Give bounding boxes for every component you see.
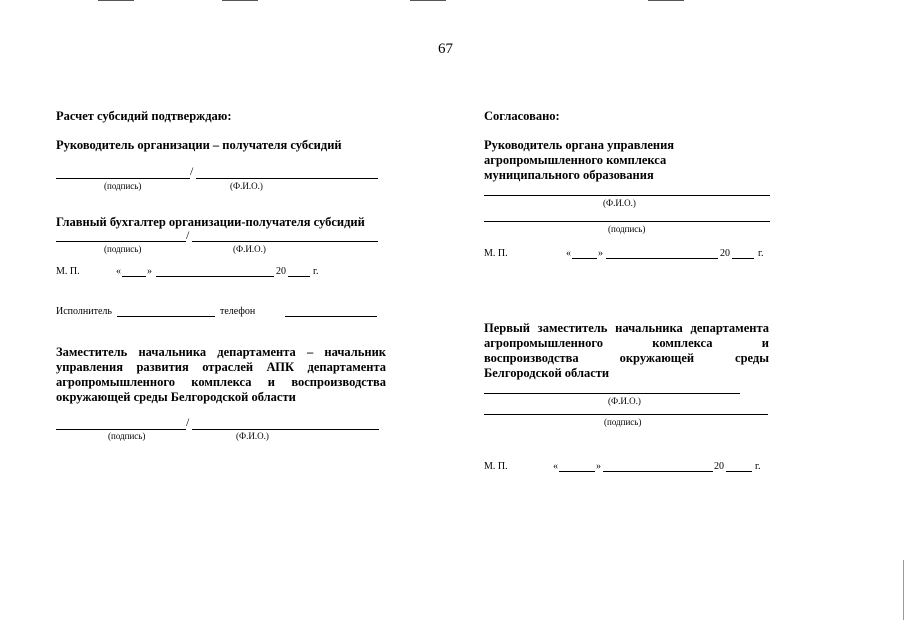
- day-line: [559, 471, 595, 472]
- phone-label: телефон: [220, 306, 256, 317]
- year-prefix: 20: [276, 266, 286, 277]
- municipal-title-line-1: Руководитель органа управления: [484, 138, 675, 152]
- confirm-heading: Расчет субсидий подтверждаю:: [56, 109, 232, 123]
- year-prefix: 20: [720, 248, 730, 259]
- executor-line: [117, 316, 215, 317]
- page-number: 67: [438, 41, 453, 57]
- chief-accountant-title: Главный бухгалтер организации-получателя субсидий: [56, 215, 365, 229]
- scan-mark: [903, 560, 904, 620]
- day-line: [572, 258, 597, 259]
- date-open-quote: «: [566, 248, 571, 259]
- date-open-quote: «: [553, 461, 558, 472]
- year-prefix: 20: [714, 461, 724, 472]
- scan-mark: [648, 0, 684, 1]
- municipal-title-line-3: муниципального образования: [484, 168, 654, 182]
- date-open-quote: «: [116, 266, 121, 277]
- signature-caption: (подпись): [104, 244, 142, 254]
- signature-line: [484, 221, 770, 222]
- year-line: [726, 471, 752, 472]
- head-org-title: Руководитель организации – получателя субсидий: [56, 138, 342, 152]
- date-close-quote: »: [598, 248, 603, 259]
- stamp-mp: М. П.: [484, 461, 508, 472]
- month-line: [603, 471, 713, 472]
- year-line: [288, 276, 310, 277]
- month-line: [606, 258, 718, 259]
- first-deputy-title: Первый заместитель начальника департамента агропромышленного комплекса и воспроизводства окружающей среды Белгородской области: [484, 321, 769, 380]
- scan-mark: [98, 0, 134, 1]
- date-close-quote: »: [596, 461, 601, 472]
- month-line: [156, 276, 274, 277]
- name-caption: (Ф.И.О.): [603, 198, 636, 208]
- name-caption: (Ф.И.О.): [230, 181, 263, 191]
- name-line: [196, 178, 378, 179]
- separator-slash: /: [186, 228, 190, 242]
- date-close-quote: »: [147, 266, 152, 277]
- name-caption: (Ф.И.О.): [236, 431, 269, 441]
- day-line: [122, 276, 146, 277]
- executor-label: Исполнитель: [56, 306, 112, 317]
- stamp-mp: М. П.: [484, 248, 508, 259]
- municipal-title-line-2: агропромышленного комплекса: [484, 153, 667, 167]
- agreed-heading: Согласовано:: [484, 109, 560, 123]
- separator-slash: /: [190, 164, 194, 178]
- stamp-mp: М. П.: [56, 266, 80, 277]
- signature-line: [56, 241, 186, 242]
- phone-line: [285, 316, 377, 317]
- signature-line: [56, 178, 190, 179]
- separator-slash: /: [186, 415, 190, 429]
- name-line: [192, 241, 378, 242]
- name-caption: (Ф.И.О.): [608, 396, 641, 406]
- signature-line: [56, 429, 186, 430]
- year-suffix: г.: [313, 266, 319, 277]
- name-line: [484, 393, 740, 394]
- year-suffix: г.: [758, 248, 764, 259]
- scan-mark: [410, 0, 446, 1]
- signature-caption: (подпись): [608, 224, 646, 234]
- year-line: [732, 258, 754, 259]
- signature-caption: (подпись): [604, 417, 642, 427]
- scan-mark: [222, 0, 258, 1]
- signature-caption: (подпись): [108, 431, 146, 441]
- name-caption: (Ф.И.О.): [233, 244, 266, 254]
- name-line: [192, 429, 379, 430]
- deputy-title: Заместитель начальника департамента – начальник управления развития отраслей АПК департамента агропромышленного комплекса и воспроизводства окружающей среды Белгородской области: [56, 345, 386, 404]
- signature-line: [484, 414, 768, 415]
- name-line: [484, 195, 770, 196]
- year-suffix: г.: [755, 461, 761, 472]
- signature-caption: (подпись): [104, 181, 142, 191]
